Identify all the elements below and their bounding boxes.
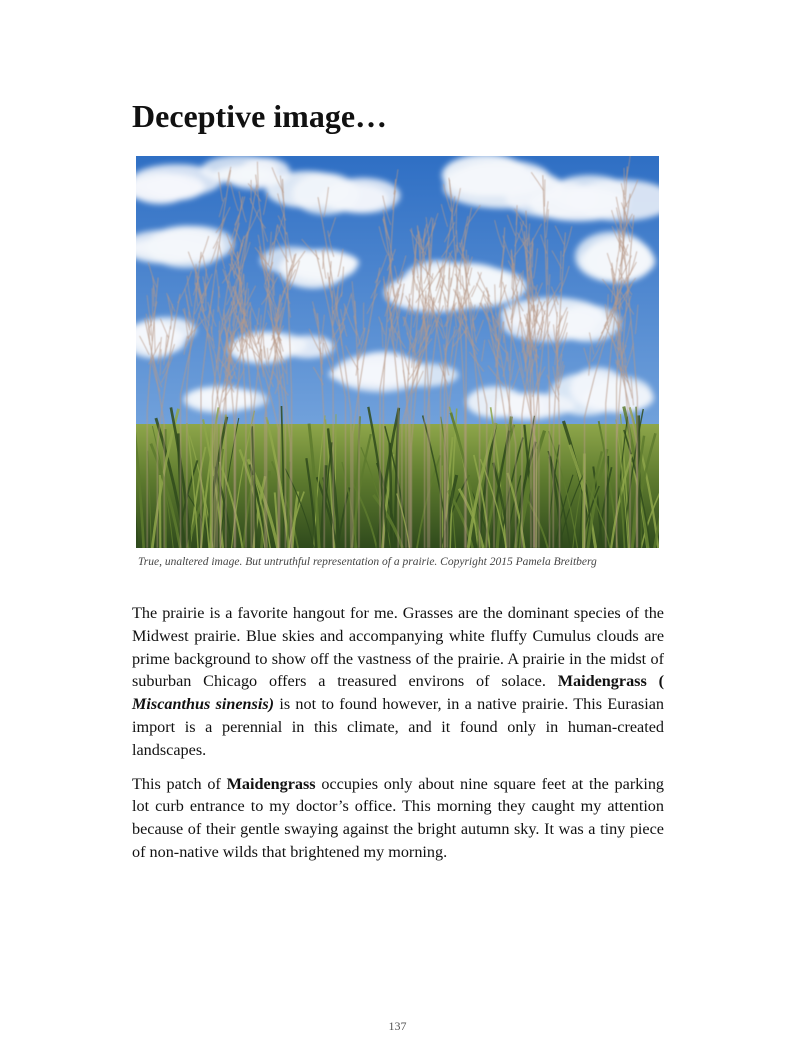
scientific-name: Miscanthus sinensis) [132,695,275,714]
paragraph-2 [132,773,664,864]
paragraph-2-text: This patch of [132,774,227,793]
figure-caption: True, unaltered image. But untruthful representation of a prairie. Copyright 2015 Pamela Breitberg [138,556,597,568]
paragraph-1-text-end: is not to found however, in a native prairie. This Eurasian import is a perennial in this climate, and it found only in human-created landscapes. [132,695,664,759]
maidengrass-term: Maidengrass ( [557,672,664,691]
page-number: 137 [388,1019,407,1033]
page-title: Deceptive image… [132,98,388,134]
paragraph-2-text-end: occupies only about nine square feet at the parking lot curb entrance to my doctor’s office. This morning they caught my attention because of their gentle swaying against the bright autumn sky. It was a tiny piece of non-native wilds that brightened my morning. [132,774,665,861]
paragraph-1-text: The prairie is a favorite hangout for me. Grasses are the dominant species of the Midwest prairie. Blue skies and accompanying white fluffy Cumulus clouds are prime background to show off the vastness of the prairie. A prairie in the midst of suburban Chicago offers a treasured environs of solace. [132,604,664,691]
maidengrass-term-2: Maidengrass [226,774,316,793]
paragraph-1 [132,602,664,762]
article-body [132,602,664,875]
prairie-grass-photo [136,156,659,548]
maidengrass-image [136,156,659,548]
